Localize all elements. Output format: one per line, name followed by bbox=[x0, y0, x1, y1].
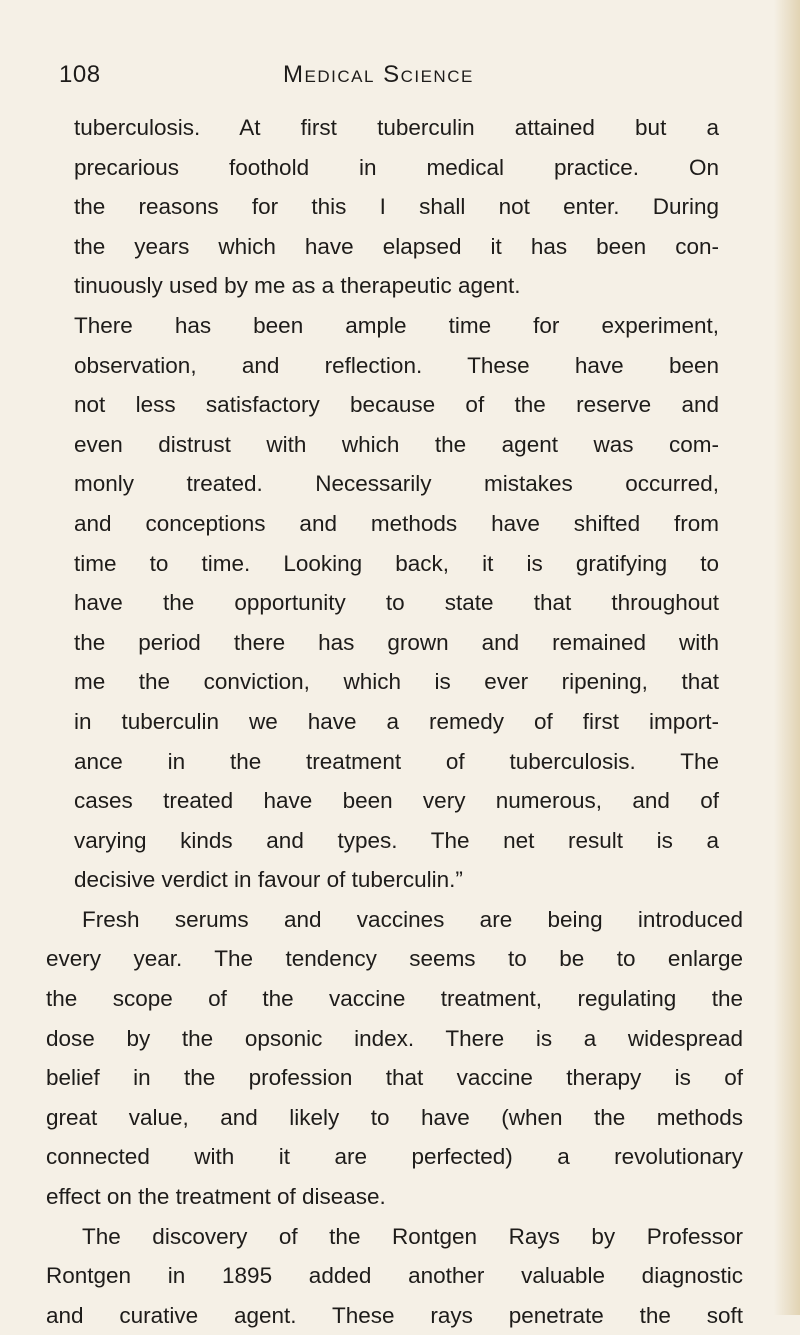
running-head bbox=[59, 60, 739, 90]
text-line: precarious foothold in medical practice. On bbox=[74, 154, 719, 180]
text-line: dose by the opsonic index. There is a widespread bbox=[46, 1025, 743, 1051]
text-line: the period there has grown and remained with bbox=[74, 629, 719, 655]
text-line: decisive verdict in favour of tuberculin.” bbox=[74, 867, 463, 893]
text-line: Fresh serums and vaccines are being introduced bbox=[82, 906, 743, 932]
text-line: monly treated. Necessarily mistakes occurred, bbox=[74, 471, 719, 497]
text-line: me the conviction, which is ever ripening, that bbox=[74, 669, 719, 695]
text-line: ance in the treatment of tuberculosis. The bbox=[74, 748, 719, 774]
text-line: the reasons for this I shall not enter. During bbox=[74, 194, 719, 220]
text-line: the years which have elapsed it has been con- bbox=[74, 233, 719, 259]
running-title: Medical Science bbox=[283, 61, 474, 88]
text-line: observation, and reflection. These have been bbox=[74, 352, 719, 378]
text-line: belief in the profession that vaccine therapy is of bbox=[46, 1065, 743, 1091]
text-line: varying kinds and types. The net result is a bbox=[74, 827, 719, 853]
text-line: cases treated have been very numerous, and of bbox=[74, 788, 719, 814]
text-line: and curative agent. These rays penetrate the soft bbox=[46, 1302, 743, 1328]
page-edge-shadow bbox=[774, 0, 800, 1315]
text-line: connected with it are perfected) a revolutionary bbox=[46, 1144, 743, 1170]
text-line: not less satisfactory because of the reserve and bbox=[74, 392, 719, 418]
text-line: even distrust with which the agent was com- bbox=[74, 431, 719, 457]
text-line: the scope of the vaccine treatment, regulating the bbox=[46, 986, 743, 1012]
text-line: tuberculosis. At first tuberculin attained but a bbox=[74, 115, 719, 140]
text-line: in tuberculin we have a remedy of first import- bbox=[74, 708, 719, 734]
text-line: tinuously used by me as a therapeutic agent. bbox=[74, 273, 521, 299]
text-line: effect on the treatment of disease. bbox=[46, 1184, 386, 1210]
body-text bbox=[46, 108, 747, 1335]
text-line: There has been ample time for experiment, bbox=[74, 312, 719, 338]
text-line: and conceptions and methods have shifted from bbox=[74, 510, 719, 536]
text-line: have the opportunity to state that throughout bbox=[74, 590, 719, 616]
text-line: Rontgen in 1895 added another valuable diagnostic bbox=[46, 1263, 743, 1289]
text-line: every year. The tendency seems to be to enlarge bbox=[46, 946, 743, 972]
text-line: The discovery of the Rontgen Rays by Professor bbox=[82, 1223, 743, 1249]
text-line: great value, and likely to have (when the methods bbox=[46, 1104, 743, 1130]
text-line: time to time. Looking back, it is gratifying to bbox=[74, 550, 719, 576]
page-number: 108 bbox=[59, 61, 101, 88]
